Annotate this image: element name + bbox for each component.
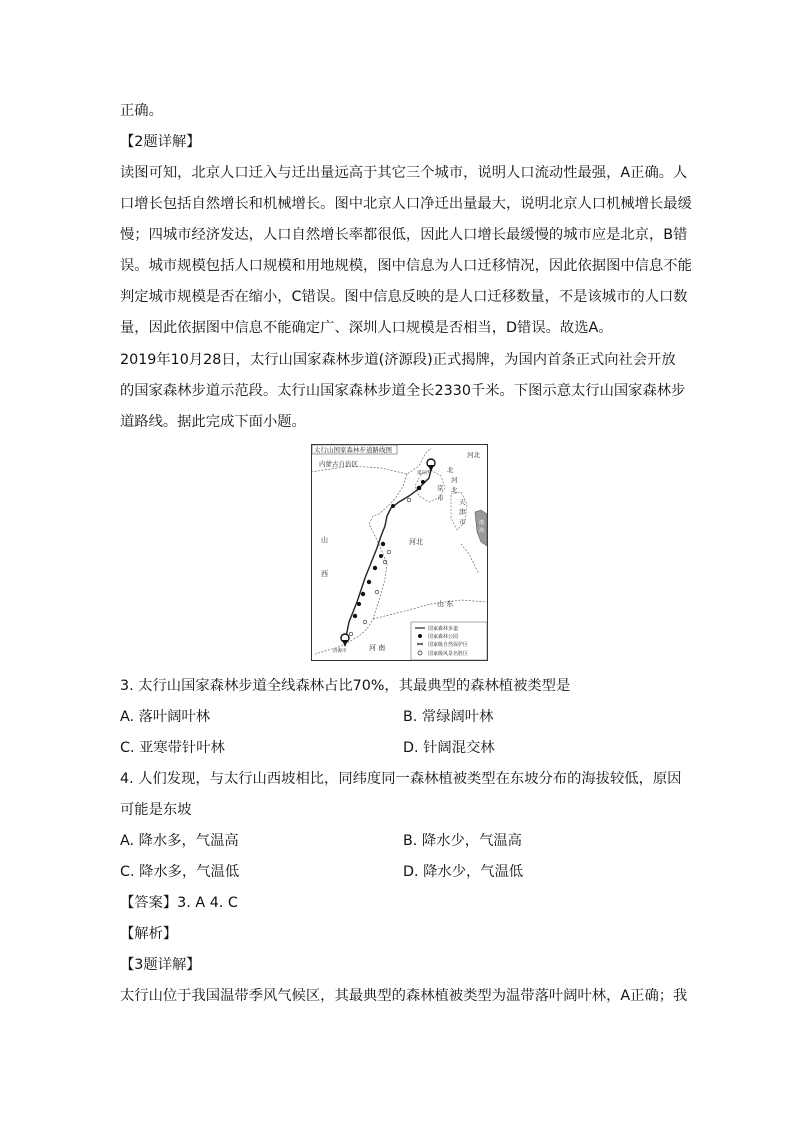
- q3-option-c: C. 亚寒带针叶林: [120, 740, 225, 756]
- taihang-trail-map: [311, 444, 488, 661]
- label-henan: 河 南: [369, 644, 386, 652]
- text-line: 的国家森林步道示范段。太行山国家森林步道全长2330千米。下图示意太行山国家森林步: [120, 383, 686, 399]
- q3-option-a: A. 落叶阔叶林: [120, 709, 211, 725]
- q4-option-a: A. 降水多，气温高: [120, 833, 239, 849]
- label-beijing-3: 市: [437, 494, 444, 502]
- text-line: 慢；四城市经济发达，人口自然增长率都很低，因此人口增长最缓慢的城市应是北京，B错: [120, 227, 688, 243]
- legend-item: 国家级风景名胜区: [428, 651, 469, 657]
- label-hebei-mid: 河北: [409, 538, 423, 546]
- text-line: 误。城市规模包括人口规模和用地规模，图中信息为人口迁移情况，因此依据图中信息不能: [120, 258, 692, 274]
- legend-item: 国家级自然保护区: [428, 642, 469, 648]
- legend-park-icon: [418, 634, 422, 638]
- q3-detail-heading: 【3题详解】: [120, 957, 201, 973]
- label-shanxi-1: 山: [321, 536, 328, 544]
- question-3-stem: 3. 太行山国家森林步道全线森林占比70%，其最典型的森林植被类型是: [120, 678, 571, 694]
- analysis-heading: 【解析】: [120, 926, 178, 942]
- label-end-city: 济源市: [333, 649, 347, 654]
- label-beijing-2: 京: [437, 484, 444, 492]
- label-start-city: 延庆区: [417, 471, 431, 476]
- text-line: 正确。: [120, 103, 163, 119]
- label-tianjin-3: 市: [459, 518, 466, 526]
- label-beijing-1: 北: [447, 466, 454, 474]
- label-bohai-2: 海: [479, 528, 485, 534]
- section-heading: 【2题详解】: [120, 134, 201, 150]
- legend-item: 国家森林公园: [428, 634, 459, 640]
- label-shandong: 山 东: [437, 600, 454, 608]
- label-north: 北: [451, 486, 458, 494]
- text-line: 太行山位于我国温带季风气候区，其最典型的森林植被类型为温带落叶阔叶林，A正确；我: [120, 988, 688, 1004]
- text-line: 口增长包括自然增长和机械增长。图中北京人口净迁出量最大，说明北京人口机械增长最缓: [120, 196, 692, 212]
- label-bohai-1: 渤: [479, 520, 485, 526]
- label-hebei-top: 河北: [467, 451, 480, 459]
- text-line: 2019年10月28日，太行山国家森林步道(济源段)正式揭牌，为国内首条正式向社会开放: [120, 352, 676, 368]
- text-line: 判定城市规模是否在缩小，C错误。图中信息反映的是人口迁移数量，不是该城市的人口数: [120, 289, 688, 305]
- label-tianjin-2: 津: [459, 508, 466, 516]
- legend-item: 国家森林步道: [428, 626, 459, 632]
- q3-option-b: B. 常绿阔叶林: [403, 709, 494, 725]
- q4-option-d: D. 降水少，气温低: [403, 864, 524, 880]
- text-line: 量，因此依据图中信息不能确定广、深圳人口规模是否相当，D错误。故选A。: [120, 320, 613, 336]
- label-tianjin-1: 天: [459, 498, 466, 506]
- map-legend: [411, 622, 487, 660]
- q4-option-c: C. 降水多，气温低: [120, 864, 240, 880]
- map-title: 太行山国家森林步道路线图: [314, 446, 392, 454]
- question-4-stem-1: 4. 人们发现，与太行山西坡相比，同纬度同一森林植被类型在东坡分布的海拔较低，原因: [120, 771, 682, 787]
- label-inner-mongolia: 内蒙古自治区: [319, 460, 358, 468]
- q3-option-d: D. 针阔混交林: [403, 740, 495, 756]
- answer-line: 【答案】3. A 4. C: [120, 895, 238, 911]
- text-line: 道路线。据此完成下面小题。: [120, 414, 306, 430]
- label-shanxi-2: 西: [321, 570, 328, 578]
- text-line: 读图可知，北京人口迁入与迁出量远高于其它三个城市，说明人口流动性最强，A正确。人: [120, 165, 688, 181]
- question-4-stem-2: 可能是东坡: [120, 802, 192, 818]
- q4-option-b: B. 降水少，气温高: [403, 833, 522, 849]
- label-river: 河: [451, 476, 458, 484]
